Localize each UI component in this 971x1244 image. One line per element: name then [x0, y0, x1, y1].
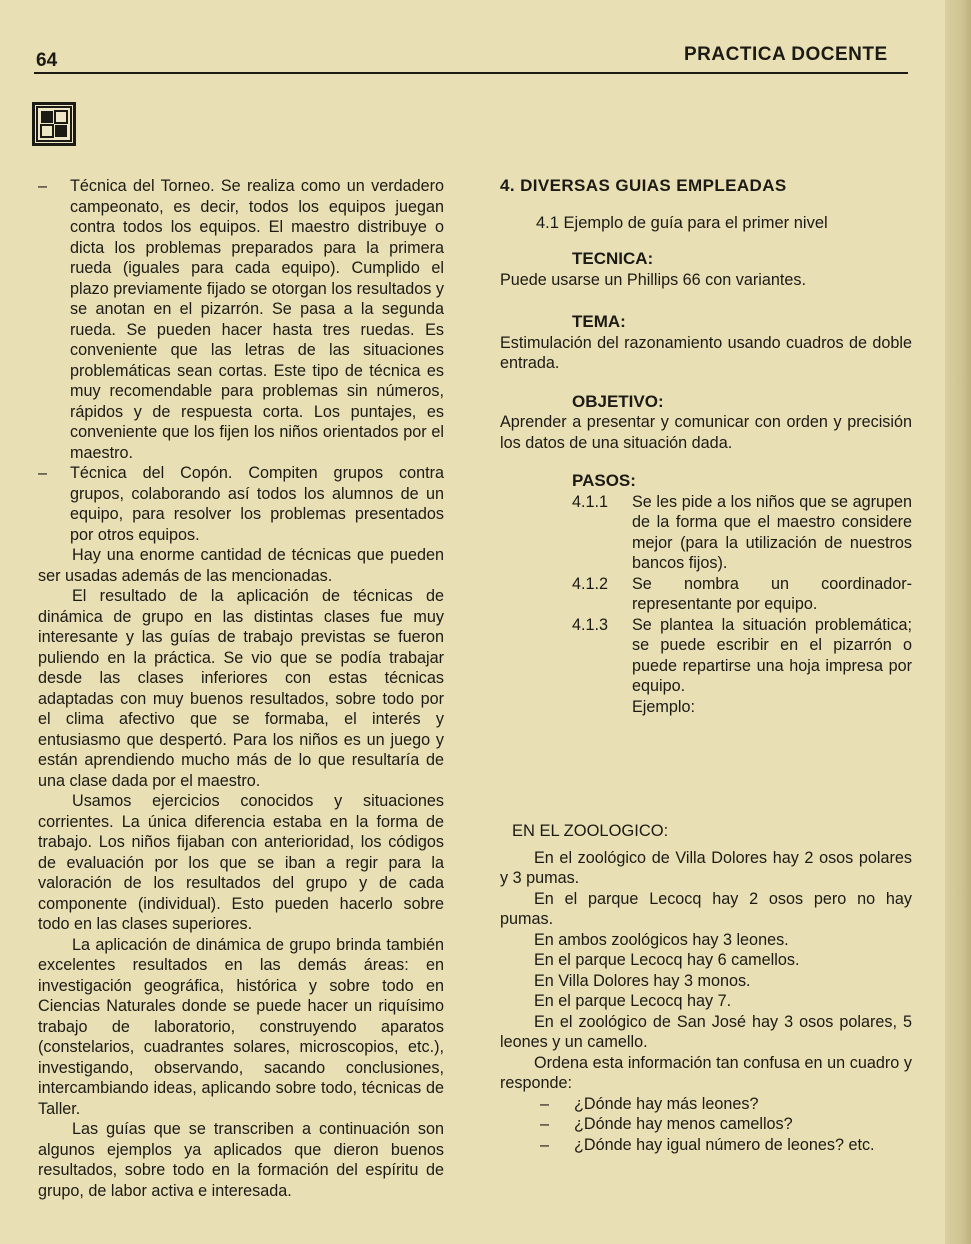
paragraph: Las guías que se transcriben a continuación son algunos ejemplos ya aplicados que dieron buenos resultados, sobre todo en la formación del espíritu de grupo, de labor activa e interesada. — [38, 1120, 444, 1200]
question-text: ¿Dónde hay menos camellos? — [574, 1115, 793, 1133]
paragraph: Usamos ejercicios conocidos y situaciones corrientes. La única diferencia estaba en la forma de trabajo. Los niños fijaban con anterioridad, los códigos de evaluación por los que se iban a regir para la valoración de los resultados del grupo y de cada componente (individual). Esto pueden hacerlo sobre todo en las clases superiores. — [38, 792, 444, 933]
dash-bullet: – — [540, 1094, 550, 1113]
section-heading: 4. DIVERSAS GUIAS EMPLEADAS — [500, 176, 787, 195]
question-item — [500, 1094, 912, 1115]
step-item — [500, 492, 912, 574]
tema-body: Estimulación del razonamiento usando cuadros de doble entrada. — [500, 333, 912, 372]
running-title: PRACTICA DOCENTE — [684, 44, 888, 65]
page-edge — [945, 0, 971, 1244]
zoo-line: En el zoológico de Villa Dolores hay 2 osos polares y 3 pumas. — [500, 848, 912, 887]
publication-logo-icon — [32, 102, 76, 146]
header-rule — [34, 72, 908, 74]
question-text: ¿Dónde hay más leones? — [574, 1094, 759, 1113]
question-item — [500, 1114, 912, 1135]
step-item — [500, 615, 912, 697]
tecnica-body: Puede usarse un Phillips 66 con variantes. — [500, 270, 806, 289]
dash-bullet: – — [540, 1135, 550, 1154]
dash-bullet: – — [38, 464, 48, 482]
right-column — [500, 176, 912, 1155]
tema-label: TEMA: — [572, 312, 626, 331]
paragraph: La aplicación de dinámica de grupo brinda también excelentes resultados en las demás áreas: en investigación geográfica, histórica y sobre todo en Ciencias Naturales donde se puede hacer un riquísimo trabajo de laboratorio, construyendo aparatos (constelarios, cuadrantes solares, microscopios, etc.), investigando, observando, sacando conclusiones, intercambiando ideas, aplicando sobre todo, técnicas de Taller. — [38, 935, 444, 1118]
step-number: 4.1.2 — [572, 574, 609, 593]
list-item-copon — [38, 463, 444, 545]
step-number: 4.1.3 — [572, 615, 609, 634]
zoo-line: En el parque Lecocq hay 6 camellos. — [534, 951, 800, 969]
example-label: Ejemplo: — [632, 697, 695, 716]
objetivo-label: OBJETIVO: — [572, 391, 664, 411]
zoo-line: En el zoológico de San José hay 3 osos polares, 5 leones y un camello. — [500, 1012, 912, 1051]
zoo-line: Ordena esta información tan confusa en un cuadro y responde: — [500, 1053, 912, 1092]
zoo-line: En el parque Lecocq hay 7. — [534, 992, 732, 1010]
step-item — [500, 574, 912, 615]
dash-bullet: – — [38, 177, 48, 195]
tecnica-label: TECNICA: — [572, 249, 654, 268]
left-column — [38, 176, 444, 1201]
list-item-text: Técnica del Copón. Compiten grupos contra grupos, colaborando así todos los alumnos de un equipo, para resolver los problemas presentados por otros equipos. — [70, 464, 444, 544]
list-item-torneo — [38, 176, 444, 463]
list-item-text: Técnica del Torneo. Se realiza como un verdadero campeonato, es decir, todos los equipos juegan contra todos los equipos. El maestro distribuye o dicta los problemas preparados para la primera rueda (iguales para cada equipo). Cumplido el plazo previamente fijado se otorgan los resultados y se anotan en el pizarrón. Se pasa a la segunda rueda. Se pueden hacer hasta tres ruedas. Es conveniente que las letras de las situaciones problemáticas sean cortas. Este tipo de técnica es muy recomendable para problemas sin números, rápidos y de respuesta corta. Los puntajes, es conveniente que los fijen los niños orientados por el maestro. — [70, 177, 444, 462]
dash-bullet: – — [540, 1115, 550, 1133]
zoo-line: En el parque Lecocq hay 2 osos pero no hay pumas. — [500, 889, 912, 928]
step-text: Se plantea la situación problemática; se puede escribir en el pizarrón o puede repartirse una hoja impresa por equipo. — [632, 615, 912, 695]
sub-heading: 4.1 Ejemplo de guía para el primer nivel — [536, 213, 828, 232]
step-text: Se nombra un coordinador-representante por equipo. — [632, 574, 912, 613]
paragraph: El resultado de la aplicación de técnicas de dinámica de grupo en las distintas clases fue muy interesante y las guías de trabajo previstas se fueron puliendo en la práctica. Se vio que se podía trabajar desde las clases inferiores con estas técnicas adaptadas con muy buenos resultados, sobre todo por el clima afectivo que se formaba, el interés y entusiasmo que despertó. Para los niños es un juego y están aprendiendo mucho más de lo que resultaría de una clase dada por el maestro. — [38, 587, 444, 790]
zoo-line: En Villa Dolores hay 3 monos. — [534, 971, 751, 990]
step-text: Se les pide a los niños que se agrupen de la forma que el maestro considere mejor (para la utilización de nuestros bancos fijos). — [632, 492, 912, 572]
page-number: 64 — [36, 50, 58, 71]
question-item — [500, 1135, 912, 1156]
paragraph: Hay una enorme cantidad de técnicas que pueden ser usadas además de las mencionadas. — [38, 546, 444, 585]
pasos-label: PASOS: — [572, 471, 636, 490]
zoo-line: En ambos zoológicos hay 3 leones. — [534, 930, 789, 949]
objetivo-body: Aprender a presentar y comunicar con orden y precisión los datos de una situación dada. — [500, 413, 912, 452]
step-number: 4.1.1 — [572, 492, 609, 511]
question-text: ¿Dónde hay igual número de leones? etc. — [574, 1135, 875, 1154]
zoo-title: EN EL ZOOLOGICO: — [512, 822, 669, 840]
